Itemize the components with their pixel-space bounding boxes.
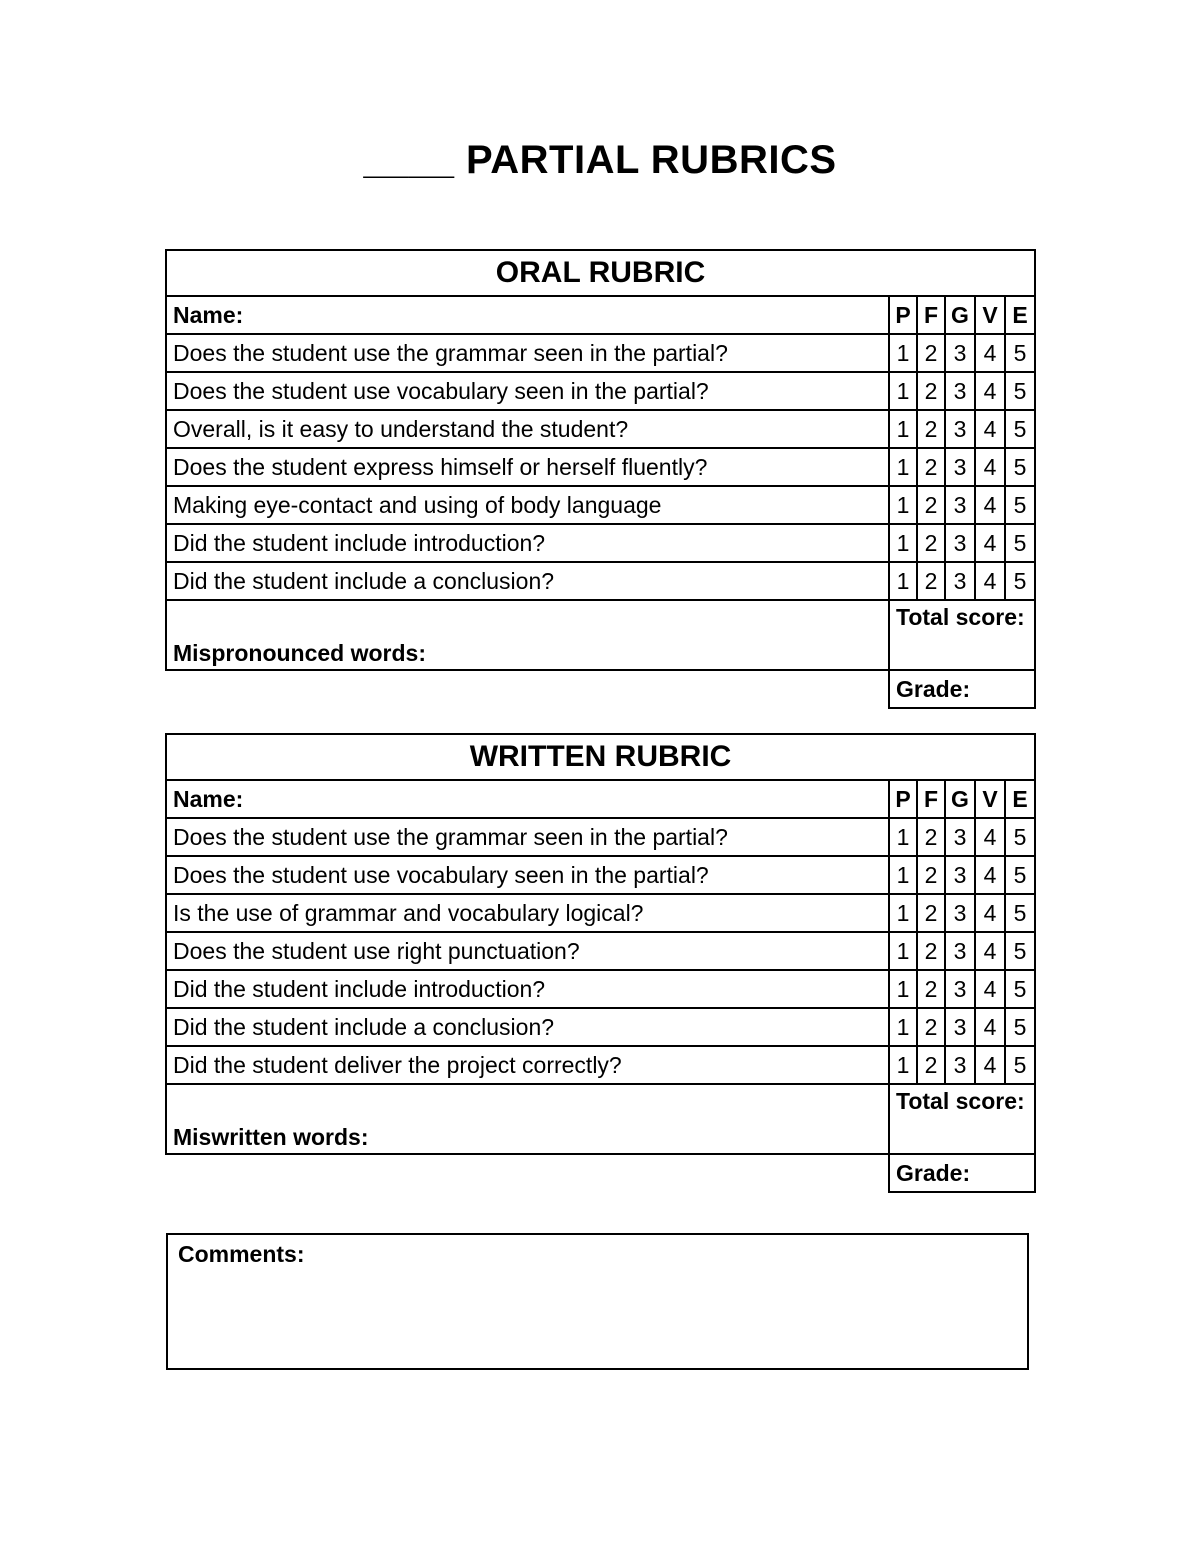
score-3: 3 [945,894,975,932]
score-2: 2 [917,486,945,524]
score-1: 1 [889,562,917,600]
table-row [166,334,1035,372]
score-4: 4 [975,486,1005,524]
score-1: 1 [889,1008,917,1046]
total-row [166,600,1035,670]
score-3: 3 [945,856,975,894]
score-5: 5 [1005,1008,1035,1046]
total-score-label: Total score: [889,600,1035,670]
score-3: 3 [945,448,975,486]
oral-rubric-heading: ORAL RUBRIC [166,250,1035,296]
score-5: 5 [1005,1046,1035,1084]
score-1: 1 [889,334,917,372]
comments-label: Comments: [178,1241,305,1267]
table-row [166,562,1035,600]
score-3: 3 [945,562,975,600]
table-row [166,856,1035,894]
score-header-v: V [975,780,1005,818]
score-2: 2 [917,932,945,970]
score-1: 1 [889,372,917,410]
blank-cell [166,1154,889,1192]
grade-label: Grade: [889,670,1035,708]
table-row [166,894,1035,932]
score-4: 4 [975,894,1005,932]
criterion-text: Does the student express himself or herself fluently? [166,448,889,486]
table-row [166,524,1035,562]
score-header-e: E [1005,296,1035,334]
score-4: 4 [975,970,1005,1008]
score-3: 3 [945,410,975,448]
score-3: 3 [945,486,975,524]
score-4: 4 [975,448,1005,486]
score-header-p: P [889,780,917,818]
score-4: 4 [975,1008,1005,1046]
score-4: 4 [975,1046,1005,1084]
score-2: 2 [917,818,945,856]
score-2: 2 [917,1046,945,1084]
score-2: 2 [917,334,945,372]
score-2: 2 [917,562,945,600]
score-3: 3 [945,818,975,856]
score-header-p: P [889,296,917,334]
written-rubric-table [165,733,1036,1193]
score-5: 5 [1005,932,1035,970]
score-5: 5 [1005,524,1035,562]
total-row [166,1084,1035,1154]
table-row [166,970,1035,1008]
criterion-text: Does the student use the grammar seen in the partial? [166,818,889,856]
score-5: 5 [1005,372,1035,410]
score-2: 2 [917,448,945,486]
criterion-text: Does the student use vocabulary seen in the partial? [166,372,889,410]
score-2: 2 [917,1008,945,1046]
score-1: 1 [889,932,917,970]
rubric-header-row [166,780,1035,818]
rubric-header-row [166,296,1035,334]
grade-row [166,670,1035,708]
score-4: 4 [975,410,1005,448]
rubric-heading-row [166,250,1035,296]
table-row [166,486,1035,524]
score-header-v: V [975,296,1005,334]
criterion-text: Did the student include introduction? [166,524,889,562]
table-row [166,410,1035,448]
criterion-text: Is the use of grammar and vocabulary logical? [166,894,889,932]
score-2: 2 [917,524,945,562]
score-4: 4 [975,856,1005,894]
grade-row [166,1154,1035,1192]
page-title: ____ PARTIAL RUBRICS [363,138,837,182]
blank-cell [166,670,889,708]
criterion-text: Does the student use the grammar seen in the partial? [166,334,889,372]
miswritten-words-label: Miswritten words: [166,1084,889,1154]
criterion-text: Did the student include introduction? [166,970,889,1008]
table-row [166,818,1035,856]
score-1: 1 [889,856,917,894]
score-2: 2 [917,410,945,448]
score-2: 2 [917,372,945,410]
score-5: 5 [1005,894,1035,932]
score-4: 4 [975,562,1005,600]
score-5: 5 [1005,486,1035,524]
written-rubric-heading: WRITTEN RUBRIC [166,734,1035,780]
table-row [166,1008,1035,1046]
score-1: 1 [889,894,917,932]
oral-rubric-table [165,249,1036,709]
criterion-text: Does the student use vocabulary seen in the partial? [166,856,889,894]
score-2: 2 [917,894,945,932]
score-3: 3 [945,334,975,372]
score-3: 3 [945,1008,975,1046]
score-1: 1 [889,524,917,562]
score-1: 1 [889,1046,917,1084]
score-2: 2 [917,856,945,894]
score-5: 5 [1005,562,1035,600]
score-3: 3 [945,1046,975,1084]
comments-box [166,1233,1029,1370]
score-header-f: F [917,780,945,818]
score-4: 4 [975,372,1005,410]
criterion-text: Did the student deliver the project correctly? [166,1046,889,1084]
score-4: 4 [975,334,1005,372]
score-2: 2 [917,970,945,1008]
criterion-text: Overall, is it easy to understand the student? [166,410,889,448]
criterion-text: Did the student include a conclusion? [166,562,889,600]
score-5: 5 [1005,818,1035,856]
table-row [166,932,1035,970]
criterion-text: Making eye-contact and using of body language [166,486,889,524]
score-1: 1 [889,410,917,448]
score-3: 3 [945,524,975,562]
total-score-label: Total score: [889,1084,1035,1154]
table-row [166,448,1035,486]
mispronounced-words-label: Mispronounced words: [166,600,889,670]
score-header-f: F [917,296,945,334]
score-1: 1 [889,970,917,1008]
grade-label: Grade: [889,1154,1035,1192]
score-4: 4 [975,818,1005,856]
criterion-text: Did the student include a conclusion? [166,1008,889,1046]
score-5: 5 [1005,410,1035,448]
score-4: 4 [975,524,1005,562]
score-3: 3 [945,372,975,410]
table-row [166,372,1035,410]
score-1: 1 [889,818,917,856]
rubric-heading-row [166,734,1035,780]
score-5: 5 [1005,334,1035,372]
score-1: 1 [889,486,917,524]
table-row [166,1046,1035,1084]
name-label: Name: [166,780,889,818]
score-4: 4 [975,932,1005,970]
score-header-g: G [945,780,975,818]
score-5: 5 [1005,448,1035,486]
criterion-text: Does the student use right punctuation? [166,932,889,970]
score-3: 3 [945,970,975,1008]
name-label: Name: [166,296,889,334]
score-header-g: G [945,296,975,334]
score-5: 5 [1005,970,1035,1008]
score-header-e: E [1005,780,1035,818]
score-1: 1 [889,448,917,486]
score-3: 3 [945,932,975,970]
score-5: 5 [1005,856,1035,894]
